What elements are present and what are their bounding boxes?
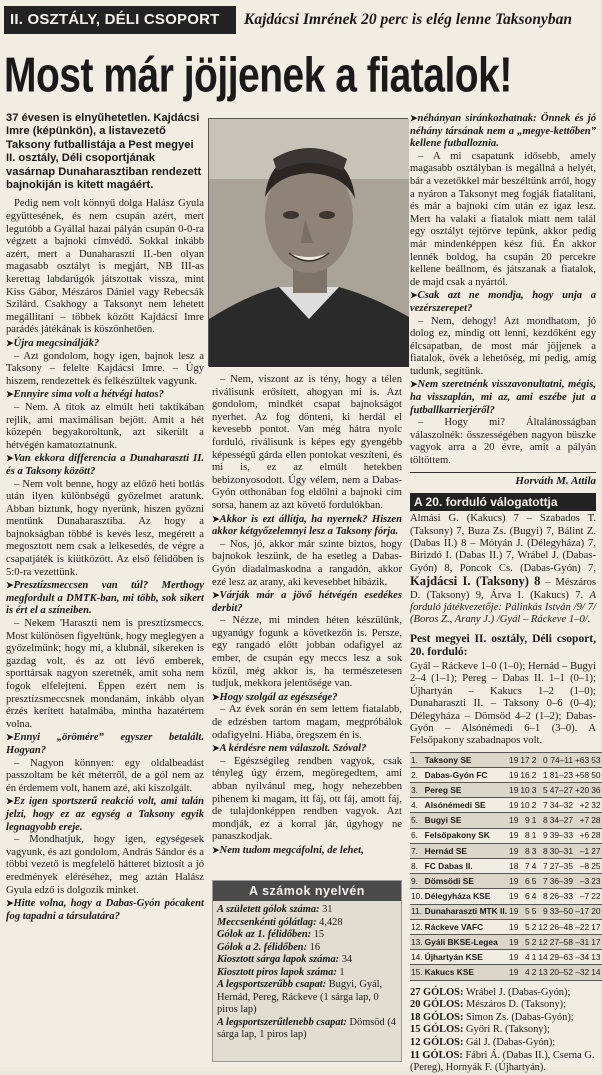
stat-cell: 26–48: [549, 919, 574, 934]
stat-cell: 19: [508, 828, 519, 843]
author-byline: Horváth M. Attila: [410, 472, 596, 488]
question-paragraph: ➤ Csak azt ne mondja, hogy unja a vezérszerepet?: [410, 289, 596, 315]
team-cell: Kakucs KSE: [424, 965, 508, 980]
stat-cell: 7: [537, 874, 548, 889]
stat-cell: 5: [537, 783, 548, 798]
answer-paragraph: – Az évek során én sem lettem fiatalabb, de edzésben tartom magam, megpróbálok odafigyelni. Hiába, öregszem én is.: [212, 704, 402, 741]
stat-cell: 53: [590, 752, 601, 767]
stat-cell: 2: [531, 767, 538, 782]
stat-cell: –8: [574, 859, 590, 874]
stat-cell: 4: [519, 950, 530, 965]
stat-cell: 4: [519, 965, 530, 980]
stat-cell: 0: [537, 752, 548, 767]
table-row: [410, 904, 602, 919]
stat-cell: 3.: [410, 783, 424, 798]
answer-paragraph: – Nagyon könnyen: egy oldalbeadást passzoltam be két méterről, de a gól nem az én érdemem volt, hanem azé, aki kiszolgált.: [6, 757, 204, 794]
stat-cell: –1: [574, 843, 590, 858]
numbers-line: A legsportszerűbb csapat: Bugyi, Gyál, Hernád, Pereg, Ráckeve (1 sárga lap, 0 piros lap): [217, 979, 383, 1015]
scorer-line: 11 GÓLOS: Fábri Á. (Dabas II.), Cserna G. (Pereg), Hornyák F. (Újhartyán).: [410, 1049, 595, 1074]
stat-cell: 5: [519, 934, 530, 949]
stat-cell: 34–32: [549, 798, 574, 813]
stat-cell: 4: [531, 859, 538, 874]
stat-cell: 5: [531, 874, 538, 889]
stat-cell: 19: [508, 752, 519, 767]
stat-cell: 19: [508, 889, 519, 904]
stat-cell: 33–50: [549, 904, 574, 919]
numbers-line: Kiosztott sárga lapok száma: 34: [217, 954, 353, 965]
stat-cell: 36–39: [549, 874, 574, 889]
team-cell: Dömsödi SE: [424, 874, 508, 889]
scorer-line: 12 GÓLOS: Gál J. (Dabas-Gyón);: [410, 1036, 556, 1048]
question-paragraph: ➤ Hogy szolgál az egészsége?: [212, 691, 402, 705]
answer-paragraph: – Azt gondolom, hogy igen, bajnok lesz a Taksony – felelte Kajdácsi Imre. – Úgy hiszem, rendezettek és felkészültek vagyunk.: [6, 350, 204, 387]
stat-cell: 6: [519, 874, 530, 889]
table-row: [410, 798, 602, 813]
scorer-line: 20 GÓLOS: Mészáros D. (Taksony);: [410, 999, 566, 1011]
selection-title: A 20. forduló válogatottja: [410, 493, 596, 511]
stat-cell: 19: [508, 798, 519, 813]
stat-cell: –22: [574, 919, 590, 934]
table-row: [410, 859, 602, 874]
scorer-line: 15 GÓLOS: Győri R. (Taksony);: [410, 1024, 550, 1036]
stat-cell: 19: [508, 950, 519, 965]
question-paragraph: ➤ A kérdésre nem válaszolt. Szóval?: [212, 742, 402, 756]
selection-text: Almási G. (Kakucs) 7 – Szabados T. (Taksony) 7, Buza Zs. (Bugyi) 7, Bálint Z. (Dabas II.) 8 – Mótyán J. (Délegyháza) 7, Birizdó I. (Dabas II.) 7, Wrábel J. (Dabas-Gyón) 8, Poncok Cs. (Dabas-Gyón) 7, Kajdácsi I. (Taksony) 8 – Mészáros D. (Taksony) 9, Árva I. (Kakucs) 7. A forduló játékvezetője: Pálinkás István /9/ 7/ (Boros Z., Arany J.) /Gyál – Ráckeve 1–0/.: [410, 513, 597, 626]
table-row: [410, 889, 602, 904]
answer-paragraph: – Hogy mi? Általánosságban válaszolnék: összességében nagyon büszke vagyok arra a 20 évre, amit a pályán töltöttem.: [410, 417, 596, 467]
article-lead: 37 évesen is elnyűhetetlen. Kajdácsi Imre (képünkön), a listavezető Taksony futballistája a Pest megyei II. osztály, Déli csoportjának vasárnap Dunaharasztiban rendezett bajnokiján is kitett magáért.: [6, 112, 202, 192]
stat-cell: 34–27: [549, 813, 574, 828]
table-row: [410, 752, 602, 767]
stat-cell: 10: [519, 783, 530, 798]
stat-cell: 7: [537, 798, 548, 813]
stat-cell: 8: [519, 828, 530, 843]
headline: Most már jöjjenek a fiatalok!: [4, 48, 512, 103]
stat-cell: –32: [574, 965, 590, 980]
team-cell: Bugyi SE: [424, 813, 508, 828]
stat-cell: 81–23: [549, 767, 574, 782]
answer-paragraph: – Nézze, mi minden héten készülünk, ugyanúgy fogunk a következőn is. Persze, egy rangadó előtt jobban odafigyel az ember, de csupán egy meccs lesz a sok közül, még akkor is, ha természetesen tudjuk, mekkora jelentősége van.: [212, 615, 402, 690]
overline: Kajdácsi Imrének 20 perc is elég lenne Taksonyban: [244, 11, 572, 28]
stat-cell: 17: [519, 752, 530, 767]
stat-cell: 9.: [410, 874, 424, 889]
stat-cell: 1.: [410, 752, 424, 767]
stat-cell: –3: [574, 874, 590, 889]
stat-cell: 19: [508, 904, 519, 919]
scorer-line: 18 GÓLOS: Simon Zs. (Dabas-Gyón);: [410, 1011, 574, 1023]
top-scorers: [410, 987, 596, 1075]
answer-paragraph: – Nem. A titok az elmúlt heti taktikában rejlik, ami maximálisan bejött. Amit a hét közepén begyakoroltunk, azt sikerült a hétvégén kamatoztatnunk.: [6, 401, 204, 451]
stat-cell: 74–11: [549, 752, 574, 767]
table-row: [410, 783, 602, 798]
table-row: [410, 965, 602, 980]
answer-paragraph: – Egészségileg rendben vagyok, csak tényleg úgy érzem, megöregedtem, ami abban nyilvánul meg, hogy nehezebben pihenem ki magam, itt fáj, ott fáj, amott fáj, de tulajdonképpen rendben vagyok. Azt mondják, ez a korral jár, úgyhogy ne panaszkodjak.: [212, 755, 402, 843]
team-cell: Felsőpakony SK: [424, 828, 508, 843]
team-cell: Alsónémedi SE: [424, 798, 508, 813]
numbers-line: Kiosztott piros lapok száma: 1: [217, 966, 345, 978]
stat-cell: 8: [537, 813, 548, 828]
stat-cell: 7: [519, 859, 530, 874]
stat-cell: 10: [519, 798, 530, 813]
stat-cell: 5.: [410, 813, 424, 828]
question-paragraph: ➤ Ez igen sportszerű reakció volt, ami talán jelzi, hogy ez az egység a Taksony egyik legnagyobb ereje.: [6, 795, 204, 834]
table-row: [410, 874, 602, 889]
stat-cell: –31: [574, 934, 590, 949]
stat-cell: 8.: [410, 859, 424, 874]
team-cell: Taksony SE: [424, 752, 508, 767]
section-kicker: II. OSZTÁLY, DÉLI CSOPORT: [4, 6, 236, 34]
stat-cell: 7.: [410, 843, 424, 858]
stat-cell: 32: [590, 798, 601, 813]
stat-cell: +20: [574, 783, 590, 798]
stat-cell: 1: [537, 767, 548, 782]
stat-cell: 1: [531, 950, 538, 965]
stat-cell: 11.: [410, 904, 424, 919]
question-paragraph: ➤ Ennyi „örömére” egyszer betalált. Hogyan?: [6, 731, 204, 757]
star-player: Kajdácsi I. (Taksony) 8: [410, 574, 541, 589]
stat-cell: 15.: [410, 965, 424, 980]
team-cell: Dabas-Gyón FC: [424, 767, 508, 782]
stat-cell: 14: [590, 965, 601, 980]
numbers-box: [212, 880, 402, 1062]
stat-cell: 13.: [410, 934, 424, 949]
stat-cell: 26–33: [549, 889, 574, 904]
referee-note: A forduló játékvezetője: Pálinkás István /9/ 7/ (Boros Z., Arany J.) /Gyál – Ráckeve 1–0/.: [410, 589, 596, 626]
column-2-body: [212, 374, 402, 858]
stat-cell: 19: [508, 919, 519, 934]
answer-paragraph: – Nem, dehogy! Azt mondhatom, jó dolog ez, mindig ott lenni, kezdőként egy élcsapatban, de most már jöjjenek a fiatalok, övék a lehetőség, mi pedig, amíg tudunk, segítünk.: [410, 315, 596, 377]
stat-cell: 28: [590, 813, 601, 828]
stat-cell: –7: [574, 889, 590, 904]
column-3-body: [410, 112, 596, 468]
stat-cell: +6: [574, 828, 590, 843]
stat-cell: 3: [531, 843, 538, 858]
stat-cell: 7: [537, 859, 548, 874]
scorer-line: 27 GÓLOS: Wrábel J. (Dabas-Gyón);: [410, 986, 571, 998]
stat-cell: 8: [537, 843, 548, 858]
stat-cell: 19: [508, 783, 519, 798]
standings-table: [410, 752, 602, 981]
stat-cell: 23: [590, 874, 601, 889]
stat-cell: –34: [574, 950, 590, 965]
stat-cell: 2: [531, 919, 538, 934]
team-cell: FC Dabas II.: [424, 859, 508, 874]
team-cell: Újhartyán KSE: [424, 950, 508, 965]
article-column-1: [6, 112, 204, 1062]
stat-cell: 2: [531, 798, 538, 813]
answer-paragraph: Pedig nem volt könnyű dolga Halász Gyula együttesének, és nem csupán azért, mert legutóbb a Gyállal hazai pályán csupán 0-0-ra végzett a bajnoki címvédő. Sokkal inkább azért, mert a Dunaharaszti II.-ben olyan magasabb osztályt is megjárt, NB III-as kerettag labdarúgók játszottak vissza, mint Kiss Gábor, Mészáros Dániel vagy Rebecsák Szilárd. Csakhogy a Taksonyt nem lehetett megállítani – többek között Kajdácsi Imre parádés játékának is köszönhetően.: [6, 198, 204, 336]
stat-cell: 27–35: [549, 859, 574, 874]
stat-cell: 2: [531, 752, 538, 767]
stat-cell: 30–31: [549, 843, 574, 858]
stat-cell: 20–52: [549, 965, 574, 980]
stat-cell: 12: [537, 934, 548, 949]
stat-cell: 16: [519, 767, 530, 782]
stat-cell: 2: [531, 934, 538, 949]
answer-paragraph: – Mondhatjuk, hogy igen, egységesek vagyunk, és azt gondolom, András Sándor és a többi vezető is megfelelő hátteret biztosít a jó eredmények eléréséhez, meg aztán Halász Gyula edző is dolgozik minket.: [6, 834, 205, 896]
table-row: [410, 828, 602, 843]
question-paragraph: ➤ néhányan siránkozhatnak: Önnek és jó néhány társának nem a „megye-kettőben” kellene futballoznia.: [410, 112, 596, 151]
stat-cell: 18: [508, 859, 519, 874]
stat-cell: 36: [590, 783, 601, 798]
numbers-line: A született gólok száma: 31: [217, 904, 333, 915]
stat-cell: 14: [537, 950, 548, 965]
stat-cell: 12: [537, 919, 548, 934]
question-paragraph: ➤ Nem szeretnénk visszavonultatni, mégis, ha visszaplán, mi az, ami eszébe jut a futballkarrierjéről?: [410, 378, 596, 417]
results-text: Gyál – Ráckeve 1–0 (1–0); Hernád – Bugyi 2–4 (1–1); Pereg – Dabas II. 1–1 (0–1); Újhartyán – Kakucs 1–2 (1–0); Dunaharaszti II. – Taksony 0–6 (0–4); Délegyháza – Dömsöd 4–2 (1–2); Dabas-Gyón – Alsónémedi 6–1 (3–0). A Felsőpakony szabadnapos volt.: [410, 660, 596, 747]
stat-cell: +63: [574, 752, 590, 767]
stat-cell: 19: [508, 767, 519, 782]
stat-cell: 8: [537, 889, 548, 904]
numbers-line: Gólok a 2. félidőben: 16: [217, 941, 321, 953]
stat-cell: 6.: [410, 828, 424, 843]
question-paragraph: ➤ Presztízsmeccsen van túl? Merthogy megfordult a DMTK-ban, mi több, sok sikert is ért el a színeiben.: [6, 579, 204, 618]
stat-cell: +58: [574, 767, 590, 782]
answer-paragraph: – Nekem 'Haraszti nem is presztízsmeccs. Most különösen figyeltünk, hogy meglegyen a győzelmünk; hogy mi, a klubnál, sikereken is gazdag volt, és az ott lévő emberek, sporttársak nagyon szeretnék, amit soha nem fogok elfelejteni. Éppen ezért nem is presztízsmeccsnek mondanám, inkább olyan érzés kerített hatalmába, mintha hazatértem volna.: [6, 618, 204, 730]
numbers-line: Gólok az 1. félidőben: 15: [217, 929, 325, 940]
stat-cell: 47–27: [549, 783, 574, 798]
column-1-body: [6, 198, 204, 923]
stat-cell: 28: [590, 828, 601, 843]
stat-cell: 27: [590, 843, 601, 858]
team-cell: Ráckeve VAFC: [424, 919, 508, 934]
table-row: [410, 950, 602, 965]
results-heading: Pest megyei II. osztály, Déli csoport, 20. forduló:: [410, 632, 596, 658]
numbers-box-title: A számok nyelvén: [213, 881, 401, 901]
team-cell: Gyáli BKSE-Legea: [424, 934, 508, 949]
stat-cell: 10.: [410, 889, 424, 904]
stat-cell: 14.: [410, 950, 424, 965]
table-row: [410, 843, 602, 858]
stat-cell: 4.: [410, 798, 424, 813]
stat-cell: 19: [508, 874, 519, 889]
stat-cell: +2: [574, 798, 590, 813]
stat-cell: 19: [508, 813, 519, 828]
stat-cell: 5: [519, 919, 530, 934]
stat-cell: 8: [519, 843, 530, 858]
table-row: [410, 813, 602, 828]
question-paragraph: ➤ Van ekkora differencia a Dunaharaszti II. és a Taksony között?: [6, 452, 204, 478]
numbers-line: Meccsenkénti gólátlag: 4,428: [217, 916, 343, 928]
team-cell: Délegyháza KSE: [424, 889, 508, 904]
stat-cell: 2.: [410, 767, 424, 782]
stat-cell: 25: [590, 859, 601, 874]
stat-cell: +7: [574, 813, 590, 828]
stat-cell: 4: [531, 889, 538, 904]
stat-cell: 3: [531, 783, 538, 798]
stat-cell: 20: [590, 904, 601, 919]
stat-cell: 2: [531, 965, 538, 980]
team-cell: Pereg SE: [424, 783, 508, 798]
numbers-line: A legsportszerűtlenebb csapat: Dömsöd (4 sárga lap, 1 piros lap): [217, 1016, 396, 1040]
stat-cell: 19: [508, 934, 519, 949]
stat-cell: –17: [574, 904, 590, 919]
table-row: [410, 767, 602, 782]
stat-cell: 19: [508, 965, 519, 980]
question-paragraph: ➤ Újra megcsinálják?: [6, 337, 204, 351]
team-cell: Dunaharaszti MTK II.: [424, 904, 508, 919]
stat-cell: 6: [519, 889, 530, 904]
stat-cell: 39–33: [549, 828, 574, 843]
team-cell: Hernád SE: [424, 843, 508, 858]
stat-cell: 9: [519, 813, 530, 828]
stat-cell: 29–63: [549, 950, 574, 965]
stat-cell: 5: [519, 904, 530, 919]
question-paragraph: ➤ Nem tudom megcáfolni, de lehet,: [212, 844, 402, 858]
answer-paragraph: – A mi csapatunk idősebb, amely magasabb osztályban is megállná a helyét, bár a vezetőkkel már beszéltünk arról, hogy a nyáron a Taksonyt meg fogják fiatalítani, és már a bajnoki cím után ez igaz lesz. Mert ha valaki a fiatalok miatt nem talál egy osztályt tejtörve tepünk, akkor pedig már mindenképpen kész fiú. Én akkor lennék boldog, ha csupán 20 percekre kellene beállnom, és játszanak a fiatalok, de majd csak a nyártól.: [410, 150, 596, 288]
stat-cell: 5: [531, 904, 538, 919]
stat-cell: 1: [531, 828, 538, 843]
stat-cell: 19: [508, 843, 519, 858]
answer-paragraph: – Nem, viszont az is tény, hogy a télen riválisunk erősített, ahogyan mi is. Azt gondolom, mindkét csapat bajnokságot nyerhet. Az fog dönteni, ki herdál el kevesebb pontot. Van még hátra nyolc forduló, riválisunk is képes egy gyengébb képességű gárda ellen pontokat veszíteni, és mi is, ez az elmúlt hetekben bebizonyosodott. Úgy vélem, nem a Dabas-Gyón otthonában fog eldőlni a bajnoki cím sorsa, hanem az azt követő fordulókban.: [212, 374, 402, 511]
stat-cell: 13: [537, 965, 548, 980]
stat-cell: 22: [590, 889, 601, 904]
question-paragraph: ➤ Hitte volna, hogy a Dabas-Gyón pócakent fog tapadni a társulatára?: [6, 897, 204, 923]
question-paragraph: ➤ Ennyire sima volt a hétvégi hatos?: [6, 388, 204, 402]
question-paragraph: ➤ Akkor is ezt állítja, ha nyernek? Hiszen akkor kétgyőzelemnyi lesz a Taksony fórja.: [212, 513, 402, 539]
stat-cell: 9: [537, 828, 548, 843]
stat-cell: 50: [590, 767, 601, 782]
stat-cell: 13: [590, 950, 601, 965]
stat-cell: 12.: [410, 919, 424, 934]
stat-cell: 9: [537, 904, 548, 919]
stat-cell: 17: [590, 919, 601, 934]
article-column-3: [410, 112, 601, 1074]
table-row: [410, 919, 602, 934]
numbers-box-lines: [213, 901, 401, 1042]
question-paragraph: ➤ Várják már a jövő hétvégén esedékes derbit?: [212, 589, 402, 615]
stat-cell: 1: [531, 813, 538, 828]
stat-cell: 27–58: [549, 934, 574, 949]
answer-paragraph: – Nos, jó, akkor már szinte biztos, hogy bajnokok leszünk, de ha esetleg a Dabas-Gyón diadalmaskodna a rangadón, akkor ezé lesz az arany, aki kevesebbet hibázik.: [212, 538, 402, 588]
answer-paragraph: – Nem volt benne, hogy az előző heti botlás után ilyen különbségű győzelmet aratunk. Abban biztunk, hogy nyerünk, hiszen győzni mentünk Dunaharasztiba. Az hogy a bajnokságban többé is kevés lesz, megérett a megosztott nem csak a lelkesedés, de végre a csapatjáték is kiütközött. Az első félidőben is 5:0-ra vezettünk.: [6, 478, 204, 578]
stat-cell: 17: [590, 934, 601, 949]
table-row: [410, 934, 602, 949]
